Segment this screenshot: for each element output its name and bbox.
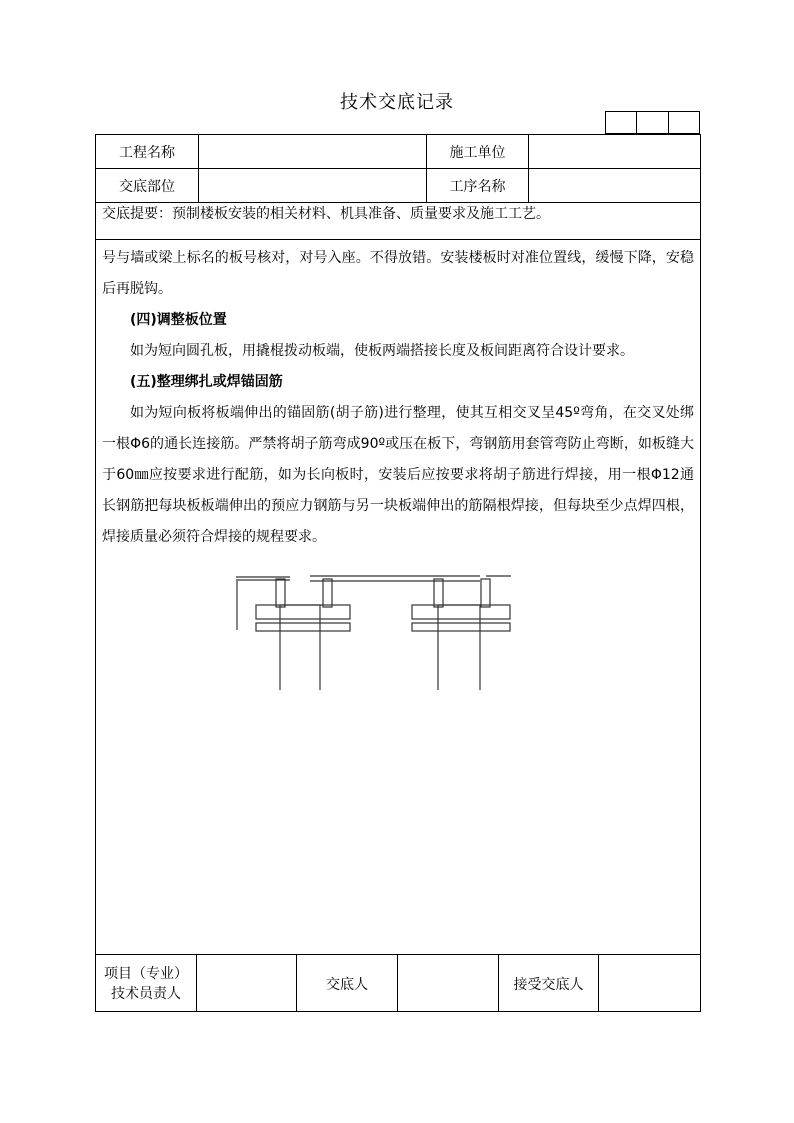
record-number-box[interactable] <box>669 112 699 133</box>
receiver-signature[interactable] <box>599 955 700 1012</box>
slab-end-block <box>276 579 285 607</box>
tech-lead-label <box>96 955 196 1012</box>
discloser-signature[interactable] <box>398 955 498 1012</box>
section-heading: (五)整理绑扎或焊锚固筋 <box>130 374 283 390</box>
discloser-label: 交底人 <box>326 976 368 993</box>
slab-end-block <box>323 579 332 607</box>
joint-bar <box>412 623 510 631</box>
disclosure-form <box>95 134 701 1012</box>
project-name-label: 工程名称 <box>119 144 175 161</box>
construction-unit-label: 施工单位 <box>449 144 506 161</box>
section-heading: (四)调整板位置 <box>130 312 227 328</box>
slab-end-block <box>481 579 490 607</box>
record-number-box[interactable] <box>606 112 637 133</box>
location-field[interactable] <box>199 169 426 202</box>
process-label: 工序名称 <box>449 178 506 195</box>
project-name-field[interactable] <box>199 135 426 168</box>
content-paragraph: 号与墙或梁上标名的板号核对，对号入座。不得放错。安装楼板时对准位置线，缓慢下降，安稳后再脱钩。 <box>102 250 694 297</box>
location-label: 交底部位 <box>119 178 175 195</box>
content-paragraph: 如为短向圆孔板，用撬棍拨动板端，使板两端搭接长度及板间距离符合设计要求。 <box>130 343 634 359</box>
joint-bar <box>256 623 350 631</box>
disclosure-content <box>102 243 694 553</box>
joint-bar <box>256 605 350 619</box>
construction-unit-field[interactable] <box>529 135 700 168</box>
disclosure-summary: 交底提要：预制楼板安装的相关材料、机具准备、质量要求及施工工艺。 <box>102 206 550 222</box>
tech-lead-label-line: 技术员责人 <box>111 985 181 1002</box>
content-paragraph: 如为短向板将板端伸出的锚固筋(胡子筋)进行整理，使其互相交叉呈45º弯角，在交叉处绑一根Φ6的通长连接筋。严禁将胡子筋弯成90º或压在板下，弯钢筋用套管弯防止弯断，如板缝大于60㎜应按要求进行配筋，如为长向板时，安装后应按要求将胡子筋进行焊接，用一根Φ12通长钢筋把每块板板端伸出的预应力钢筋与另一块板端伸出的筋隔根焊接，但每块至少点焊四根，焊接质量必须符合焊接的规程要求。 <box>102 405 694 545</box>
beam-section <box>280 605 320 690</box>
slab-joint-diagram <box>236 575 511 690</box>
beam-section <box>438 605 480 690</box>
tech-lead-signature[interactable] <box>197 955 296 1012</box>
record-number-box[interactable] <box>637 112 668 133</box>
record-number-boxes <box>605 111 700 134</box>
tech-lead-label-line: 项目（专业） <box>104 965 188 982</box>
joint-bar <box>412 605 510 619</box>
document-title: 技术交底记录 <box>340 92 454 113</box>
receiver-label: 接受交底人 <box>513 976 584 993</box>
process-field[interactable] <box>529 169 700 202</box>
row-divider <box>96 239 700 240</box>
slab-end-block <box>434 579 443 607</box>
